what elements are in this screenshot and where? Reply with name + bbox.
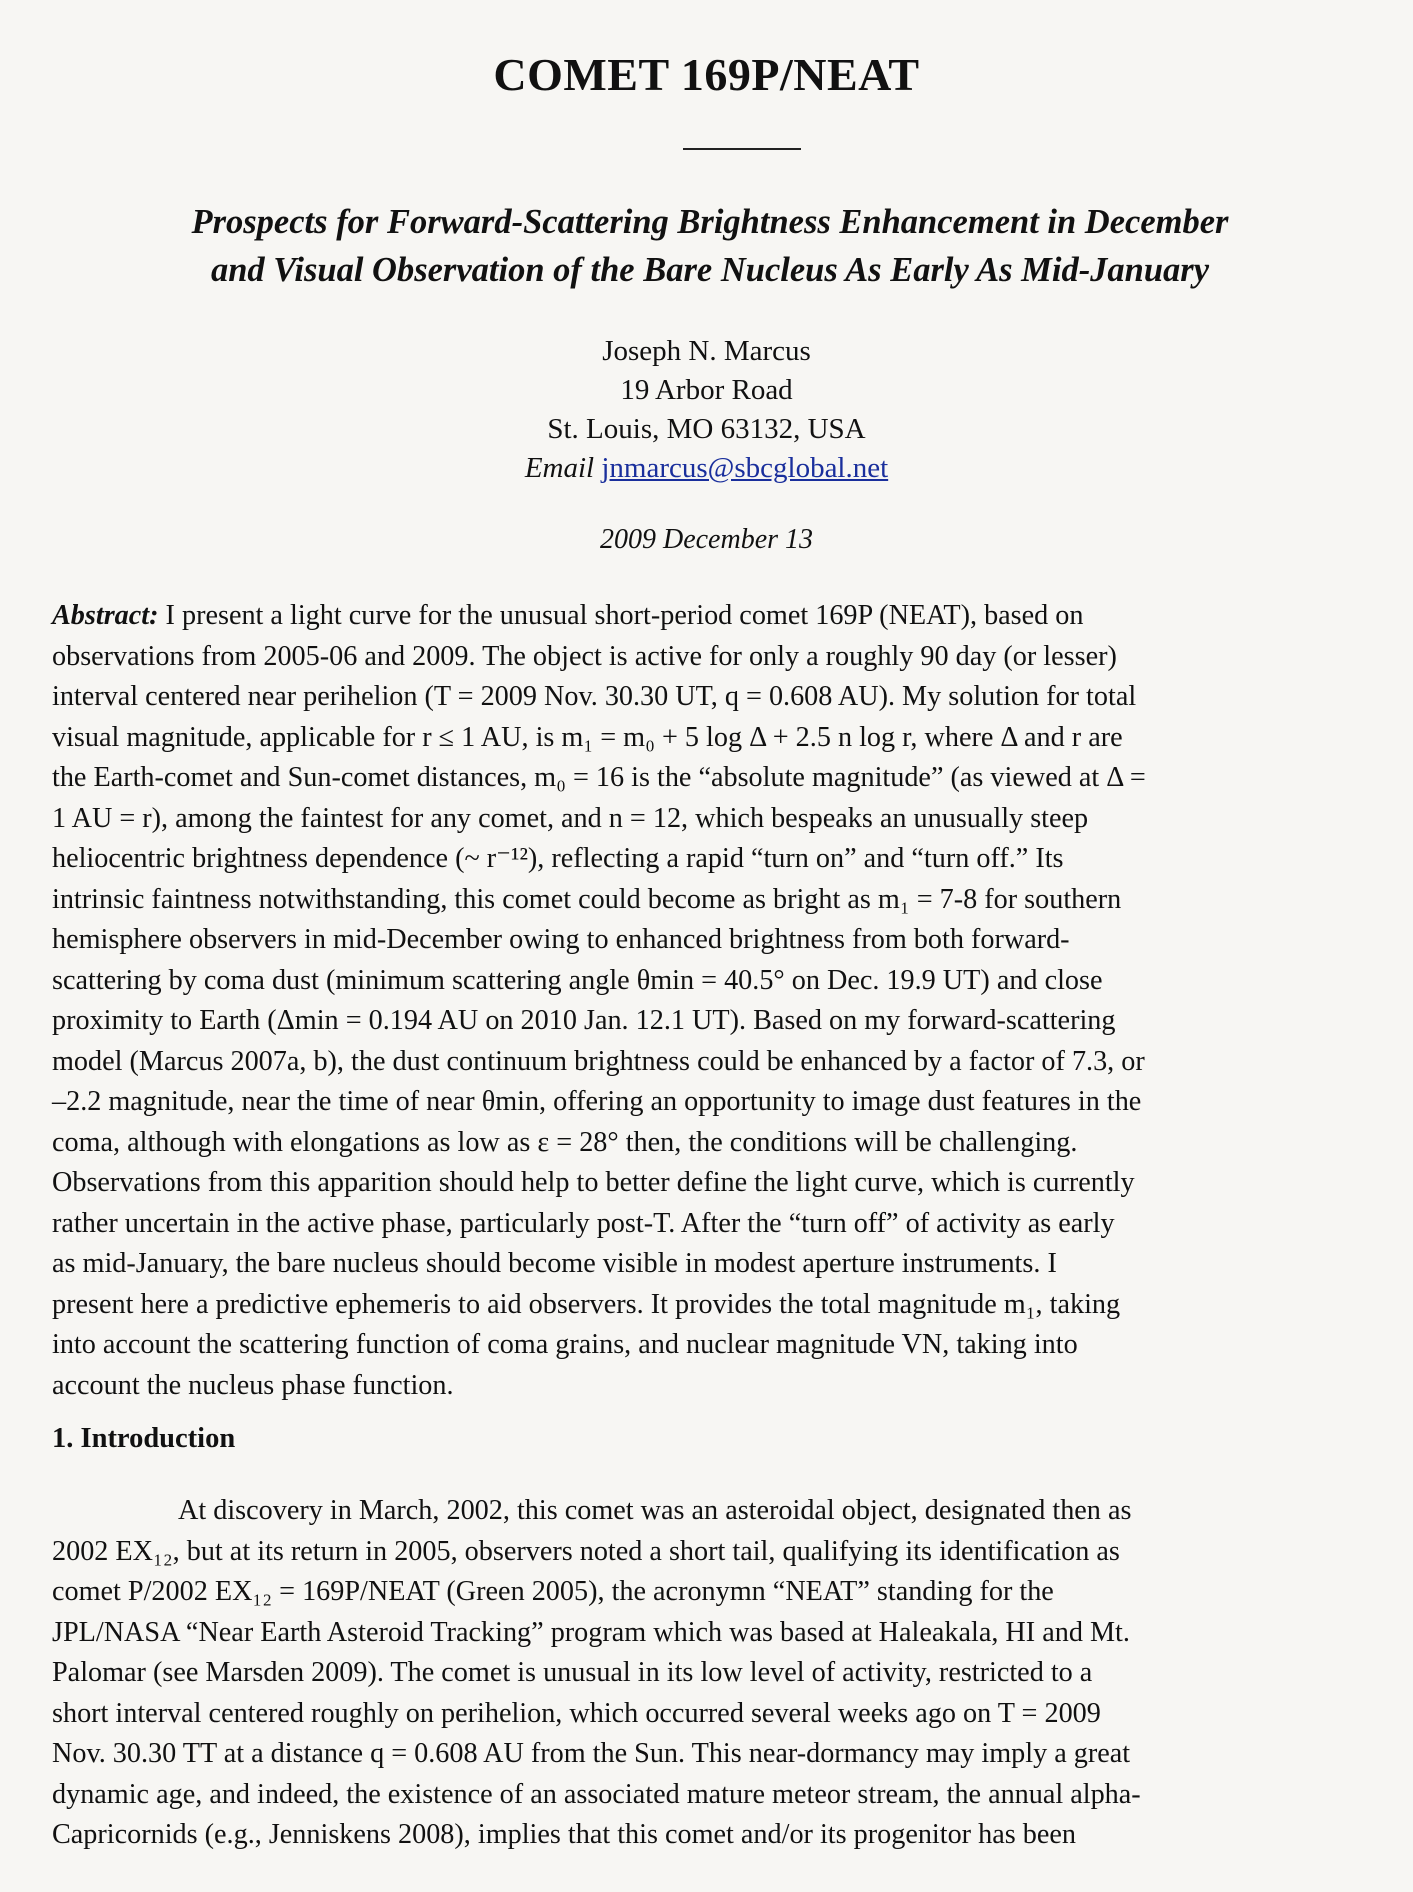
abstract-line [52, 677, 1352, 718]
author-name: Joseph N. Marcus [602, 335, 811, 367]
abstract-line-text: as mid-January, the bare nucleus should become visible in modest aperture instruments. I [52, 1248, 1057, 1279]
abstract-line [52, 758, 1352, 799]
abstract-line [52, 1204, 1352, 1245]
abstract-line-text: 1 AU = r), among the faintest for any comet, and n = 12, which bespeaks an unusually steep [52, 802, 1089, 834]
intro-line: dynamic age, and indeed, the existence of an associated mature meteor stream, the annual alpha- [52, 1778, 1141, 1810]
paper-date: 2009 December 13 [599, 524, 814, 555]
abstract-line-text: I present a light curve for the unusual short-period comet 169P (NEAT), based on [158, 600, 1084, 631]
abstract-line-text: intrinsic faintness notwithstanding, this comet could become as bright as m₁ = 7-8 for southern [52, 883, 1122, 915]
email-link[interactable]: jnmarcus@sbcglobal.net [601, 452, 889, 484]
abstract-line-text: scattering by coma dust (minimum scattering angle θmin = 40.5° on Dec. 19.9 UT) and close [52, 964, 1103, 996]
abstract-line-text: hemisphere observers in mid-December owing to enhanced brightness from both forward- [52, 924, 1070, 955]
intro-line: Palomar (see Marsden 2009). The comet is unusual in its low level of activity, restricted to a [52, 1657, 1093, 1688]
paper-title: COMET 169P/NEAT [493, 49, 920, 100]
abstract-line-text: coma, although with elongations as low as ε = 28° then, the conditions will be challenging. [52, 1126, 1078, 1158]
intro-line: short interval centered roughly on perihelion, which occurred several weeks ago on T = 2009 [52, 1697, 1101, 1729]
abstract-line [52, 1285, 1352, 1326]
abstract-line-text: Observations from this apparition should help to better define the light curve, which is currently [52, 1167, 1135, 1198]
abstract-line-text: proximity to Earth (Δmin = 0.194 AU on 2010 Jan. 12.1 UT). Based on my forward-scattering [52, 1005, 1116, 1036]
abstract-line-text: the Earth-comet and Sun-comet distances, m₀ = 16 is the “absolute magnitude” (as viewed at Δ = [52, 762, 1146, 793]
abstract-line [52, 1042, 1352, 1083]
abstract-line [52, 839, 1352, 880]
abstract-line-text: interval centered near perihelion (T = 2009 Nov. 30.30 UT, q = 0.608 AU). My solution for total [52, 681, 1137, 712]
abstract-line [52, 1123, 1352, 1164]
abstract [52, 596, 1352, 1406]
abstract-line-text: present here a predictive ephemeris to aid observers. It provides the total magnitude m₁, taking [52, 1288, 1121, 1320]
intro-line: 2002 EX₁₂, but at its return in 2005, observers noted a short tail, qualifying its identification as [52, 1535, 1120, 1567]
abstract-line-text: heliocentric brightness dependence (~ r⁻¹²), reflecting a rapid “turn on” and “turn off.” Its [52, 843, 1064, 874]
abstract-line [52, 637, 1352, 678]
abstract-line [52, 1366, 1352, 1407]
email-label: Email [524, 452, 595, 484]
subtitle-line: Prospects for Forward-Scattering Brightness Enhancement in December [191, 203, 1229, 241]
abstract-line [52, 1163, 1352, 1204]
abstract-label: Abstract: [52, 600, 159, 631]
abstract-line [52, 880, 1352, 921]
intro-line: Nov. 30.30 TT at a distance q = 0.608 AU from the Sun. This near-dormancy may imply a great [52, 1738, 1131, 1769]
abstract-line-text: –2.2 magnitude, near the time of near θmin, offering an opportunity to image dust features in the [52, 1086, 1142, 1117]
abstract-line [52, 718, 1352, 759]
abstract-line-text: visual magnitude, applicable for r ≤ 1 AU, is m₁ = m₀ + 5 log Δ + 2.5 n log r, where Δ and r are [52, 721, 1123, 753]
author-city: St. Louis, MO 63132, USA [547, 413, 866, 445]
abstract-line-text: model (Marcus 2007a, b), the dust continuum brightness could be enhanced by a factor of 7.3, or [52, 1045, 1145, 1077]
abstract-line [52, 1082, 1352, 1123]
abstract-line [52, 920, 1352, 961]
author-block [0, 332, 1413, 488]
subtitle-line: and Visual Observation of the Bare Nucleus As Early As Mid-January [210, 251, 1210, 289]
abstract-line-text: account the nucleus phase function. [52, 1369, 454, 1401]
intro-line: JPL/NASA “Near Earth Asteroid Tracking” program which was based at Haleakala, HI and Mt. [52, 1616, 1130, 1648]
abstract-line-text: rather uncertain in the active phase, particularly post-T. After the “turn off” of activity as early [52, 1207, 1115, 1239]
paper-subtitle [60, 198, 1360, 294]
abstract-line [52, 799, 1352, 840]
abstract-line [52, 596, 1352, 637]
author-street: 19 Arbor Road [620, 374, 793, 406]
abstract-line-text: into account the scattering function of coma grains, and nuclear magnitude VN, taking into [52, 1329, 1078, 1360]
abstract-line [52, 1001, 1352, 1042]
intro-line: comet P/2002 EX₁₂ = 169P/NEAT (Green 2005), the acronymn “NEAT” standing for the [52, 1576, 1054, 1607]
author-email-line [0, 449, 1413, 488]
introduction-text [52, 1491, 1352, 1856]
abstract-line [52, 1244, 1352, 1285]
title-divider [683, 148, 801, 150]
abstract-line-text: observations from 2005-06 and 2009. The object is active for only a roughly 90 day (or lesser) [52, 640, 1117, 672]
section-heading: 1. Introduction [52, 1423, 236, 1454]
intro-line: At discovery in March, 2002, this comet was an asteroidal object, designated then as [178, 1495, 1132, 1526]
abstract-line [52, 1325, 1352, 1366]
intro-line: Capricornids (e.g., Jenniskens 2008), implies that this comet and/or its progenitor has been [52, 1819, 1076, 1850]
abstract-line [52, 961, 1352, 1002]
